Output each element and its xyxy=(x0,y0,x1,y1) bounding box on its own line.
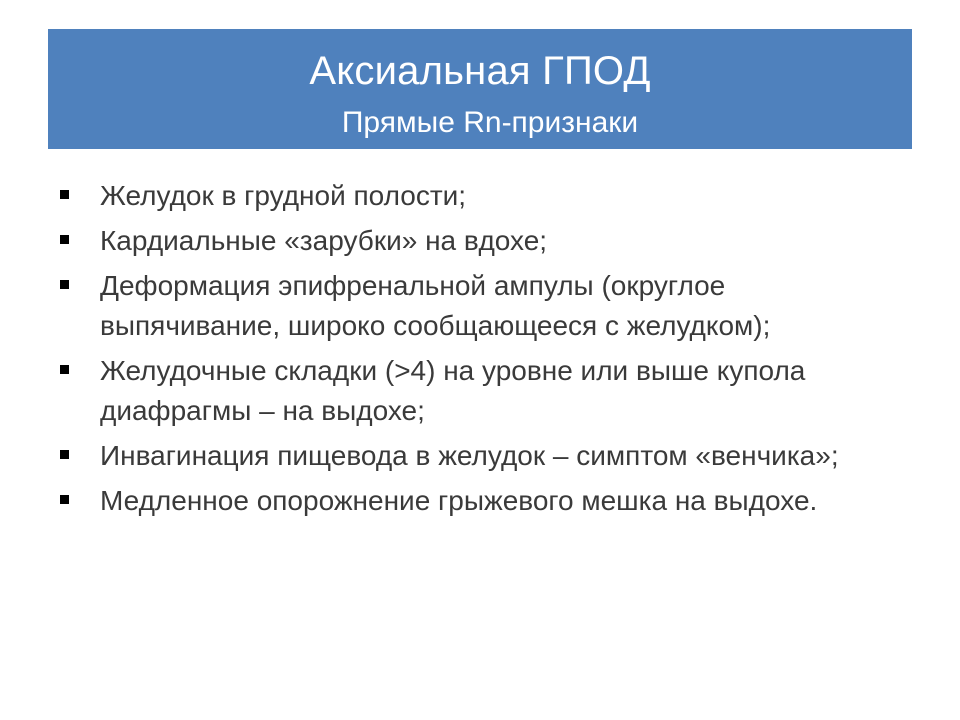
slide-subtitle: Прямые Rn-признаки xyxy=(341,106,639,139)
square-bullet-icon xyxy=(60,280,69,289)
list-item xyxy=(60,176,900,216)
list-item xyxy=(60,481,900,521)
bullet-text: Медленное опорожнение грыжевого мешка на выдохе. xyxy=(100,485,818,516)
list-item xyxy=(60,266,900,346)
square-bullet-icon xyxy=(60,495,69,504)
list-item xyxy=(60,221,900,261)
title-banner xyxy=(48,29,912,149)
list-item xyxy=(60,351,900,431)
square-bullet-icon xyxy=(60,450,69,459)
bullet-text: Кардиальные «зарубки» на вдохе; xyxy=(100,225,548,256)
slide-title: Аксиальная ГПОД xyxy=(309,49,651,93)
bullet-text: Инвагинация пищевода в желудок – симптом «венчика»; xyxy=(100,440,839,471)
square-bullet-icon xyxy=(60,235,69,244)
list-item xyxy=(60,436,900,476)
bullet-text: Желудок в грудной полости; xyxy=(100,180,467,211)
bullet-list xyxy=(60,176,900,526)
bullet-text: Деформация эпифренальной ампулы (округлое выпячивание, широко сообщающееся с желудком); xyxy=(100,270,771,341)
square-bullet-icon xyxy=(60,365,69,374)
square-bullet-icon xyxy=(60,190,69,199)
bullet-text: Желудочные складки (>4) на уровне или выше купола диафрагмы – на выдохе; xyxy=(100,355,806,426)
